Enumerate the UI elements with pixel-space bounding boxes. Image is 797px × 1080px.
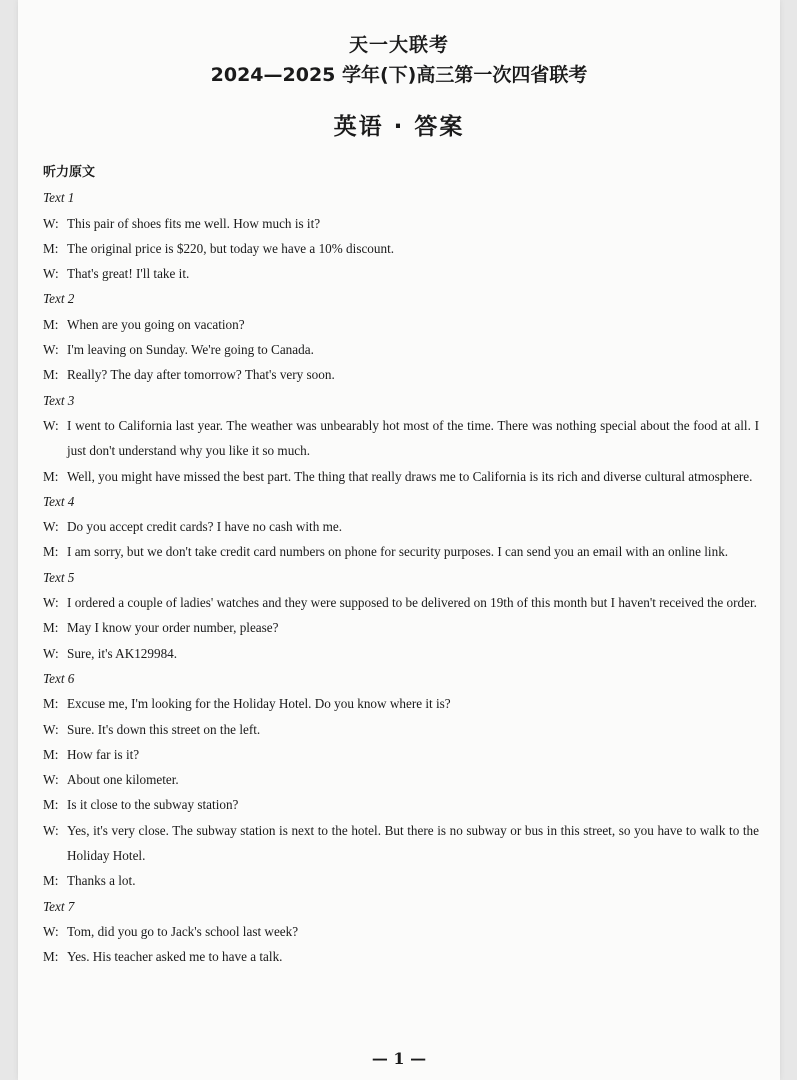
dialogue-line bbox=[43, 615, 759, 640]
speaker-label: W: bbox=[43, 266, 59, 282]
utterance-text: Excuse me, I'm looking for the Holiday Hotel. Do you know where it is? bbox=[67, 696, 451, 712]
subject-title: 英语 · 答案 bbox=[333, 114, 465, 140]
text-label: Text 7 bbox=[43, 898, 75, 914]
transcript-body bbox=[43, 160, 759, 970]
utterance-text: Sure, it's AK129984. bbox=[67, 645, 178, 661]
dialogue-line bbox=[43, 236, 759, 261]
utterance-text: How far is it? bbox=[67, 746, 140, 762]
dialogue-line bbox=[43, 717, 759, 742]
dialogue-line bbox=[43, 464, 759, 489]
utterance-text: Is it close to the subway station? bbox=[67, 797, 239, 813]
page-number: — 1 — bbox=[371, 1049, 427, 1068]
speaker-label: M: bbox=[43, 468, 59, 484]
utterance-text: Do you accept credit cards? I have no cash with me. bbox=[67, 519, 342, 535]
speaker-label: W: bbox=[43, 721, 59, 737]
dialogue-line bbox=[43, 944, 759, 969]
utterance-text: Really? The day after tomorrow? That's very soon. bbox=[67, 367, 335, 383]
dialogue-line bbox=[43, 919, 759, 944]
speaker-label: W: bbox=[43, 772, 59, 788]
utterance-text: About one kilometer. bbox=[67, 772, 179, 788]
speaker-label: W: bbox=[43, 215, 59, 231]
utterance-text: I'm leaving on Sunday. We're going to Canada. bbox=[67, 342, 314, 358]
text-label: Text 1 bbox=[43, 190, 75, 206]
speaker-label: W: bbox=[43, 342, 59, 358]
utterance-text: Yes, it's very close. The subway station is next to the hotel. But there is no subway or bus in this street, so you have to walk to the Holiday Hotel. bbox=[67, 822, 759, 864]
text-label: Text 3 bbox=[43, 392, 75, 408]
document-page bbox=[18, 0, 780, 1080]
speaker-label: W: bbox=[43, 595, 59, 611]
utterance-text: Sure. It's down this street on the left. bbox=[67, 721, 261, 737]
utterance-text: When are you going on vacation? bbox=[67, 316, 245, 332]
dialogue-line bbox=[43, 641, 759, 666]
dialogue-line bbox=[43, 792, 759, 817]
speaker-label: M: bbox=[43, 544, 59, 560]
exam-organizer: 天一大联考 bbox=[348, 34, 449, 56]
utterance-text: May I know your order number, please? bbox=[67, 620, 279, 636]
utterance-text: Tom, did you go to Jack's school last week? bbox=[67, 923, 299, 939]
text-label: Text 6 bbox=[43, 670, 75, 686]
dialogue-line bbox=[43, 261, 759, 286]
speaker-label: M: bbox=[43, 746, 59, 762]
dialogue-line bbox=[43, 514, 759, 539]
speaker-label: W: bbox=[43, 519, 59, 535]
dialogue-line bbox=[43, 590, 759, 615]
text-label: Text 2 bbox=[43, 291, 75, 307]
dialogue-line bbox=[43, 767, 759, 792]
speaker-label: M: bbox=[43, 949, 59, 965]
section-title: 听力原文 bbox=[43, 165, 96, 180]
utterance-text: Thanks a lot. bbox=[67, 873, 136, 889]
speaker-label: W: bbox=[43, 923, 59, 939]
text-label: Text 5 bbox=[43, 569, 75, 585]
speaker-label: W: bbox=[43, 645, 59, 661]
dialogue-line bbox=[43, 818, 759, 869]
dialogue-line bbox=[43, 742, 759, 767]
dialogue-line bbox=[43, 691, 759, 716]
speaker-label: M: bbox=[43, 797, 59, 813]
speaker-label: M: bbox=[43, 316, 59, 332]
speaker-label: M: bbox=[43, 696, 59, 712]
utterance-text: The original price is $220, but today we have a 10% discount. bbox=[67, 240, 395, 256]
utterance-text: Well, you might have missed the best part. The thing that really draws me to California is its rich and diverse cultural atmosphere. bbox=[67, 468, 753, 484]
dialogue-line bbox=[43, 337, 759, 362]
utterance-text: Yes. His teacher asked me to have a talk. bbox=[67, 949, 283, 965]
speaker-label: M: bbox=[43, 367, 59, 383]
dialogue-line bbox=[43, 413, 759, 464]
utterance-text: I ordered a couple of ladies' watches and they were supposed to be delivered on 19th of this month but I haven't received the order. bbox=[67, 595, 757, 611]
utterance-text: This pair of shoes fits me well. How much is it? bbox=[67, 215, 321, 231]
dialogue-line bbox=[43, 312, 759, 337]
speaker-label: W: bbox=[43, 417, 59, 433]
dialogue-line bbox=[43, 868, 759, 893]
dialogue-line bbox=[43, 539, 759, 564]
speaker-label: W: bbox=[43, 822, 59, 838]
speaker-label: M: bbox=[43, 620, 59, 636]
dialogue-line bbox=[43, 211, 759, 236]
utterance-text: I went to California last year. The weather was unbearably hot most of the time. There was nothing special about the food at all. I just don't understand why you like it so much. bbox=[67, 417, 759, 459]
dialogue-line bbox=[43, 362, 759, 387]
utterance-text: I am sorry, but we don't take credit card numbers on phone for security purposes. I can send you an email with an online link. bbox=[67, 544, 729, 560]
speaker-label: M: bbox=[43, 873, 59, 889]
text-label: Text 4 bbox=[43, 493, 75, 509]
exam-title: 2024—2025 学年(下)高三第一次四省联考 bbox=[210, 64, 588, 86]
speaker-label: M: bbox=[43, 240, 59, 256]
utterance-text: That's great! I'll take it. bbox=[67, 266, 190, 282]
